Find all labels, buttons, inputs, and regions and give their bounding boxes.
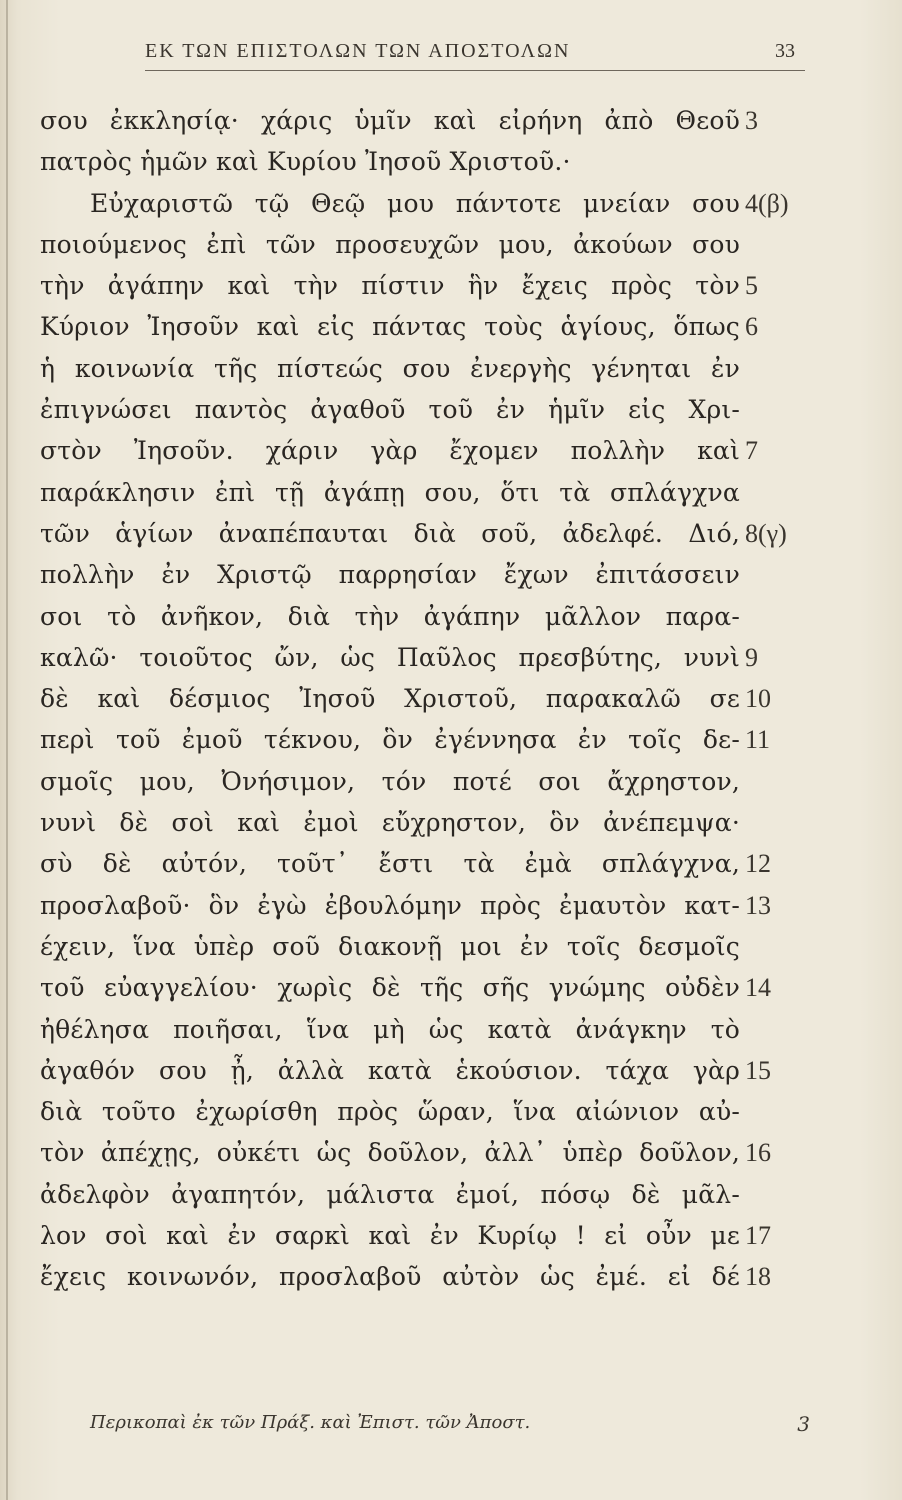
text-line: σμοῖς μου, Ὀνήσιμον, τόν ποτέ σοι ἄχρηστον, (40, 766, 740, 796)
page-footer (90, 1412, 810, 1442)
verse-number: 13 (745, 890, 771, 920)
verse-number: 14 (745, 973, 771, 1003)
verse-number: 16 (745, 1138, 771, 1168)
verse-number: 8(γ) (745, 518, 787, 548)
text-line: προσλαβοῦ· ὃν ἐγὼ ἐβουλόμην πρὸς ἐμαυτὸν κατ- (40, 890, 740, 920)
verse-number: 5 (745, 271, 758, 301)
text-line: σοι τὸ ἀνῆκον, διὰ τὴν ἀγάπην μᾶλλον παρα- (40, 601, 740, 631)
verse-number: 15 (745, 1055, 771, 1085)
running-title: ΕΚ ΤΩΝ ΕΠΙΣΤΟΛΩΝ ΤΩΝ ΑΠΟΣΤΟΛΩΝ (145, 40, 571, 62)
verse-number (745, 1091, 855, 1132)
verse-number: 7 (745, 436, 758, 466)
verse-number (745, 761, 855, 802)
text-line: δὲ καὶ δέσμιος Ἰησοῦ Χριστοῦ, παρακαλῶ σε (40, 684, 740, 714)
page-header (145, 40, 815, 72)
page-number: 33 (775, 40, 795, 62)
text-line: Εὐχαριστῶ τῷ Θεῷ μου πάντοτε μνείαν σου (90, 188, 740, 218)
verse-number (745, 472, 855, 513)
text-line: σου ἐκκλησίᾳ· χάρις ὑμῖν καὶ εἰρήνη ἀπὸ Θεοῦ (40, 106, 740, 135)
text-line: σὺ δὲ αὐτόν, τοῦτ᾿ ἔστι τὰ ἐμὰ σπλάγχνα, (40, 849, 740, 879)
text-line: Κύριον Ἰησοῦν καὶ εἰς πάντας τοὺς ἁγίους, ὅπως (40, 312, 740, 342)
verse-number-column (745, 100, 855, 1298)
text-line: τοῦ εὐαγγελίου· χωρὶς δὲ τῆς σῆς γνώμης οὐδὲν (40, 973, 740, 1003)
text-line: νυνὶ δὲ σοὶ καὶ ἐμοὶ εὔχρηστον, ὃν ἀνέπεμψα· (40, 808, 740, 838)
text-line: παράκλησιν ἐπὶ τῇ ἀγάπῃ σου, ὅτι τὰ σπλάγχνα (40, 477, 740, 507)
text-line: ἔχεις κοινωνόν, προσλαβοῦ αὐτὸν ὡς ἐμέ. εἰ δέ (40, 1262, 740, 1292)
text-line: πατρὸς ἡμῶν καὶ Κυρίου Ἰησοῦ Χριστοῦ.· (40, 147, 571, 177)
text-line: περὶ τοῦ ἐμοῦ τέκνου, ὃν ἐγέννησα ἐν τοῖς δε- (40, 725, 740, 755)
text-line: ἀδελφὸν ἀγαπητόν, μάλιστα ἐμοί, πόσῳ δὲ μᾶλ- (40, 1179, 740, 1209)
verse-number: 18 (745, 1262, 771, 1292)
text-line: ἀγαθόν σου ᾖ, ἀλλὰ κατὰ ἑκούσιον. τάχα γὰρ (40, 1055, 740, 1085)
verse-number (745, 926, 855, 967)
verse-number (745, 224, 855, 265)
verse-number (745, 1009, 855, 1050)
verse-number: 3 (745, 106, 758, 135)
verse-number: 4(β) (745, 188, 789, 218)
text-line: ἐπιγνώσει παντὸς ἀγαθοῦ τοῦ ἐν ἡμῖν εἰς Χρι- (40, 395, 740, 425)
text-line: τὴν ἀγάπην καὶ τὴν πίστιν ἣν ἔχεις πρὸς τὸν (40, 271, 740, 301)
verse-number (745, 802, 855, 843)
header-rule (145, 70, 805, 71)
text-line: τῶν ἁγίων ἀναπέπαυται διὰ σοῦ, ἀδελφέ. Διό, (40, 518, 740, 548)
verse-number: 10 (745, 684, 771, 714)
text-line: στὸν Ἰησοῦν. χάριν γὰρ ἔχομεν πολλὴν καὶ (40, 436, 740, 466)
verse-number (745, 348, 855, 389)
verse-number: 12 (745, 849, 771, 879)
verse-number: 11 (745, 725, 771, 755)
page-gutter-edge (6, 0, 8, 1500)
body-text (40, 100, 740, 1298)
verse-number (745, 554, 855, 595)
verse-number: 9 (745, 642, 758, 672)
verse-number (745, 1174, 855, 1215)
verse-number (745, 141, 855, 182)
text-line: λον σοὶ καὶ ἐν σαρκὶ καὶ ἐν Κυρίῳ ! εἰ οὖν με (40, 1221, 740, 1251)
text-line: ἡ κοινωνία τῆς πίστεώς σου ἐνεργὴς γένηται ἐν (40, 353, 740, 383)
verse-number: 6 (745, 312, 758, 342)
text-line: ἠθέλησα ποιῆσαι, ἵνα μὴ ὡς κατὰ ἀνάγκην τὸ (40, 1014, 740, 1044)
text-line: καλῶ· τοιοῦτος ὤν, ὡς Παῦλος πρεσβύτης, νυνὶ (40, 642, 740, 672)
text-line: πολλὴν ἐν Χριστῷ παρρησίαν ἔχων ἐπιτάσσειν (40, 560, 740, 590)
text-line: διὰ τοῦτο ἐχωρίσθη πρὸς ὥραν, ἵνα αἰώνιον αὐ- (40, 1097, 740, 1127)
text-line: έχειν, ἵνα ὑπὲρ σοῦ διακονῇ μοι ἐν τοῖς δεσμοῖς (40, 931, 740, 961)
text-line: ποιούμενος ἐπὶ τῶν προσευχῶν μου, ἀκούων σου (40, 229, 740, 259)
verse-number: 17 (745, 1221, 771, 1251)
signature-mark: 3 (797, 1412, 810, 1436)
verse-number (745, 389, 855, 430)
verse-number (745, 596, 855, 637)
text-line: τὸν ἀπέχῃς, οὐκέτι ὡς δοῦλον, ἀλλ᾿ ὑπὲρ δοῦλον, (40, 1138, 740, 1168)
footer-signature-text: Περικοπαὶ ἐκ τῶν Πράξ. καὶ Ἐπιστ. τῶν Ἀποστ. (90, 1412, 531, 1433)
